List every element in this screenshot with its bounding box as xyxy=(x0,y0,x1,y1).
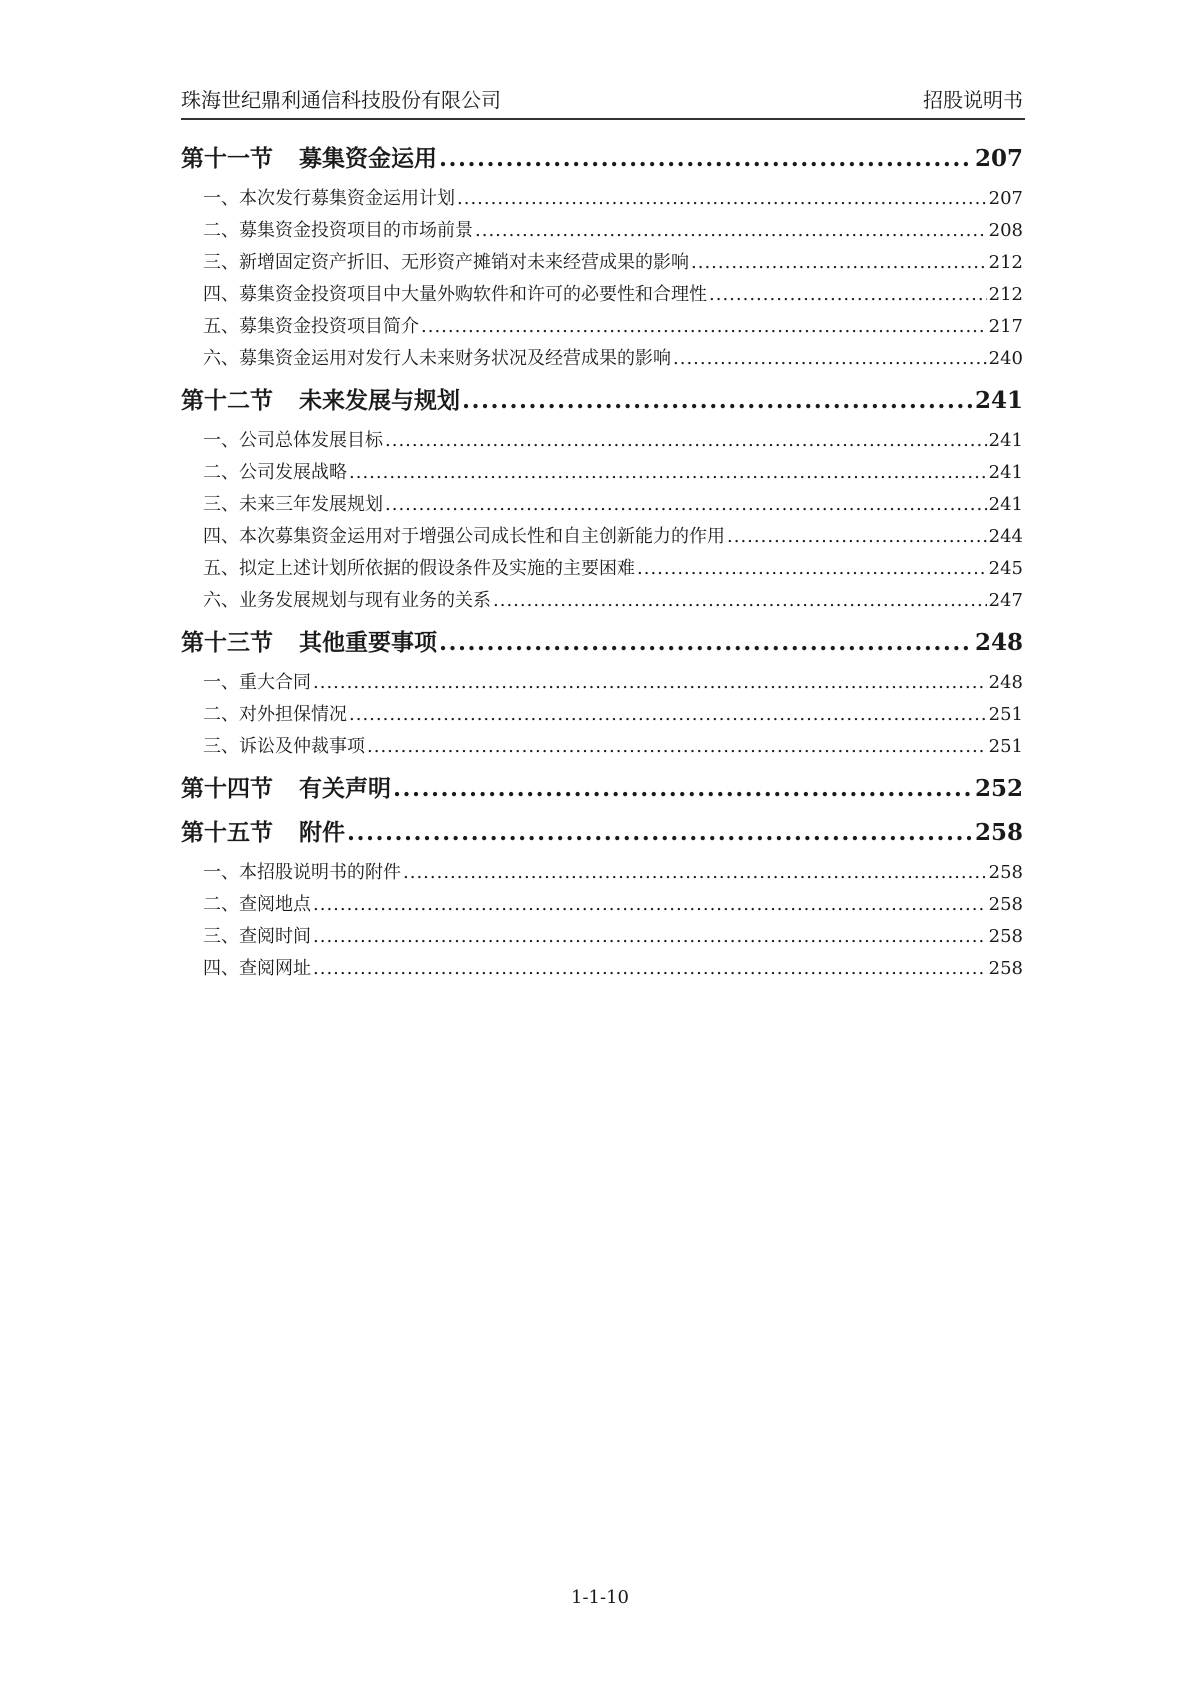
item-title: 五、募集资金投资项目简介 xyxy=(203,316,419,337)
item-page-number: 251 xyxy=(988,736,1023,757)
dot-leader xyxy=(385,430,987,451)
dot-leader xyxy=(349,462,987,483)
section-number: 第十四节 xyxy=(181,775,273,802)
toc-item-entry[interactable] xyxy=(181,216,1023,248)
toc-item-entry[interactable] xyxy=(181,668,1023,700)
dot-leader xyxy=(727,526,987,547)
item-page-number: 251 xyxy=(988,704,1023,725)
item-title: 四、查阅网址 xyxy=(203,958,311,979)
section-page-number: 252 xyxy=(974,775,1023,802)
item-page-number: 241 xyxy=(988,462,1023,483)
section-title: 未来发展与规划 xyxy=(299,387,460,414)
toc-item-entry[interactable] xyxy=(181,458,1023,490)
dot-leader xyxy=(349,704,987,725)
item-title: 一、公司总体发展目标 xyxy=(203,430,383,451)
dot-leader xyxy=(475,220,987,241)
item-page-number: 247 xyxy=(988,590,1023,611)
dot-leader xyxy=(709,284,987,305)
section-number: 第十三节 xyxy=(181,629,273,656)
toc-section-entry[interactable] xyxy=(181,140,1023,184)
item-title: 六、募集资金运用对发行人未来财务状况及经营成果的影响 xyxy=(203,348,671,369)
section-page-number: 258 xyxy=(974,819,1023,846)
toc-item-entry[interactable] xyxy=(181,700,1023,732)
company-name: 珠海世纪鼎利通信科技股份有限公司 xyxy=(181,88,501,112)
table-of-contents xyxy=(181,140,1023,992)
item-page-number: 207 xyxy=(988,188,1023,209)
item-title: 三、未来三年发展规划 xyxy=(203,494,383,515)
section-number: 第十五节 xyxy=(181,819,273,846)
section-title: 附件 xyxy=(299,819,345,846)
item-page-number: 241 xyxy=(988,430,1023,451)
item-title: 四、本次募集资金运用对于增强公司成长性和自主创新能力的作用 xyxy=(203,526,725,547)
section-number: 第十一节 xyxy=(181,145,273,172)
toc-item-entry[interactable] xyxy=(181,184,1023,216)
dot-leader xyxy=(367,736,987,757)
section-page-number: 241 xyxy=(974,387,1023,414)
item-title: 二、对外担保情况 xyxy=(203,704,347,725)
toc-section-entry[interactable] xyxy=(181,382,1023,426)
dot-leader xyxy=(637,558,987,579)
toc-item-entry[interactable] xyxy=(181,586,1023,618)
dot-leader xyxy=(691,252,987,273)
toc-item-entry[interactable] xyxy=(181,312,1023,344)
item-title: 一、本招股说明书的附件 xyxy=(203,862,401,883)
toc-item-entry[interactable] xyxy=(181,490,1023,522)
toc-item-entry[interactable] xyxy=(181,890,1023,922)
item-page-number: 248 xyxy=(988,672,1023,693)
item-title: 四、募集资金投资项目中大量外购软件和许可的必要性和合理性 xyxy=(203,284,707,305)
section-title: 有关声明 xyxy=(299,775,391,802)
section-title: 募集资金运用 xyxy=(299,145,437,172)
dot-leader xyxy=(457,188,987,209)
dot-leader xyxy=(347,819,973,846)
section-page-number: 248 xyxy=(974,629,1023,656)
dot-leader xyxy=(439,145,973,172)
dot-leader xyxy=(313,672,987,693)
toc-item-entry[interactable] xyxy=(181,522,1023,554)
toc-section-entry[interactable] xyxy=(181,814,1023,858)
dot-leader xyxy=(673,348,987,369)
item-page-number: 258 xyxy=(988,862,1023,883)
item-page-number: 217 xyxy=(988,316,1023,337)
page-number: 1-1-10 xyxy=(571,1587,629,1608)
toc-section-entry[interactable] xyxy=(181,770,1023,814)
item-page-number: 258 xyxy=(988,926,1023,947)
dot-leader xyxy=(403,862,987,883)
dot-leader xyxy=(493,590,987,611)
dot-leader xyxy=(462,387,973,414)
item-title: 一、本次发行募集资金运用计划 xyxy=(203,188,455,209)
item-title: 三、诉讼及仲裁事项 xyxy=(203,736,365,757)
dot-leader xyxy=(439,629,973,656)
item-title: 三、新增固定资产折旧、无形资产摊销对未来经营成果的影响 xyxy=(203,252,689,273)
item-page-number: 244 xyxy=(988,526,1023,547)
item-page-number: 208 xyxy=(988,220,1023,241)
item-page-number: 241 xyxy=(988,494,1023,515)
dot-leader xyxy=(313,958,987,979)
toc-item-entry[interactable] xyxy=(181,922,1023,954)
dot-leader xyxy=(313,894,987,915)
item-page-number: 258 xyxy=(988,958,1023,979)
item-page-number: 258 xyxy=(988,894,1023,915)
dot-leader xyxy=(313,926,987,947)
dot-leader xyxy=(421,316,987,337)
toc-item-entry[interactable] xyxy=(181,344,1023,376)
item-title: 六、业务发展规划与现有业务的关系 xyxy=(203,590,491,611)
toc-item-entry[interactable] xyxy=(181,732,1023,764)
item-title: 二、募集资金投资项目的市场前景 xyxy=(203,220,473,241)
item-page-number: 212 xyxy=(988,252,1023,273)
document-type: 招股说明书 xyxy=(923,88,1023,112)
toc-item-entry[interactable] xyxy=(181,426,1023,458)
item-page-number: 245 xyxy=(988,558,1023,579)
toc-item-entry[interactable] xyxy=(181,554,1023,586)
section-title: 其他重要事项 xyxy=(299,629,437,656)
toc-section-entry[interactable] xyxy=(181,624,1023,668)
item-title: 一、重大合同 xyxy=(203,672,311,693)
item-title: 五、拟定上述计划所依据的假设条件及实施的主要困难 xyxy=(203,558,635,579)
item-title: 二、查阅地点 xyxy=(203,894,311,915)
section-number: 第十二节 xyxy=(181,387,273,414)
item-page-number: 240 xyxy=(988,348,1023,369)
toc-item-entry[interactable] xyxy=(181,248,1023,280)
dot-leader xyxy=(385,494,987,515)
toc-item-entry[interactable] xyxy=(181,280,1023,312)
item-page-number: 212 xyxy=(988,284,1023,305)
toc-item-entry[interactable] xyxy=(181,858,1023,890)
dot-leader xyxy=(393,775,973,802)
section-page-number: 207 xyxy=(974,145,1023,172)
item-title: 三、查阅时间 xyxy=(203,926,311,947)
toc-item-entry[interactable] xyxy=(181,954,1023,986)
item-title: 二、公司发展战略 xyxy=(203,462,347,483)
page-header xyxy=(181,84,1025,120)
section-spacer xyxy=(181,986,1023,992)
